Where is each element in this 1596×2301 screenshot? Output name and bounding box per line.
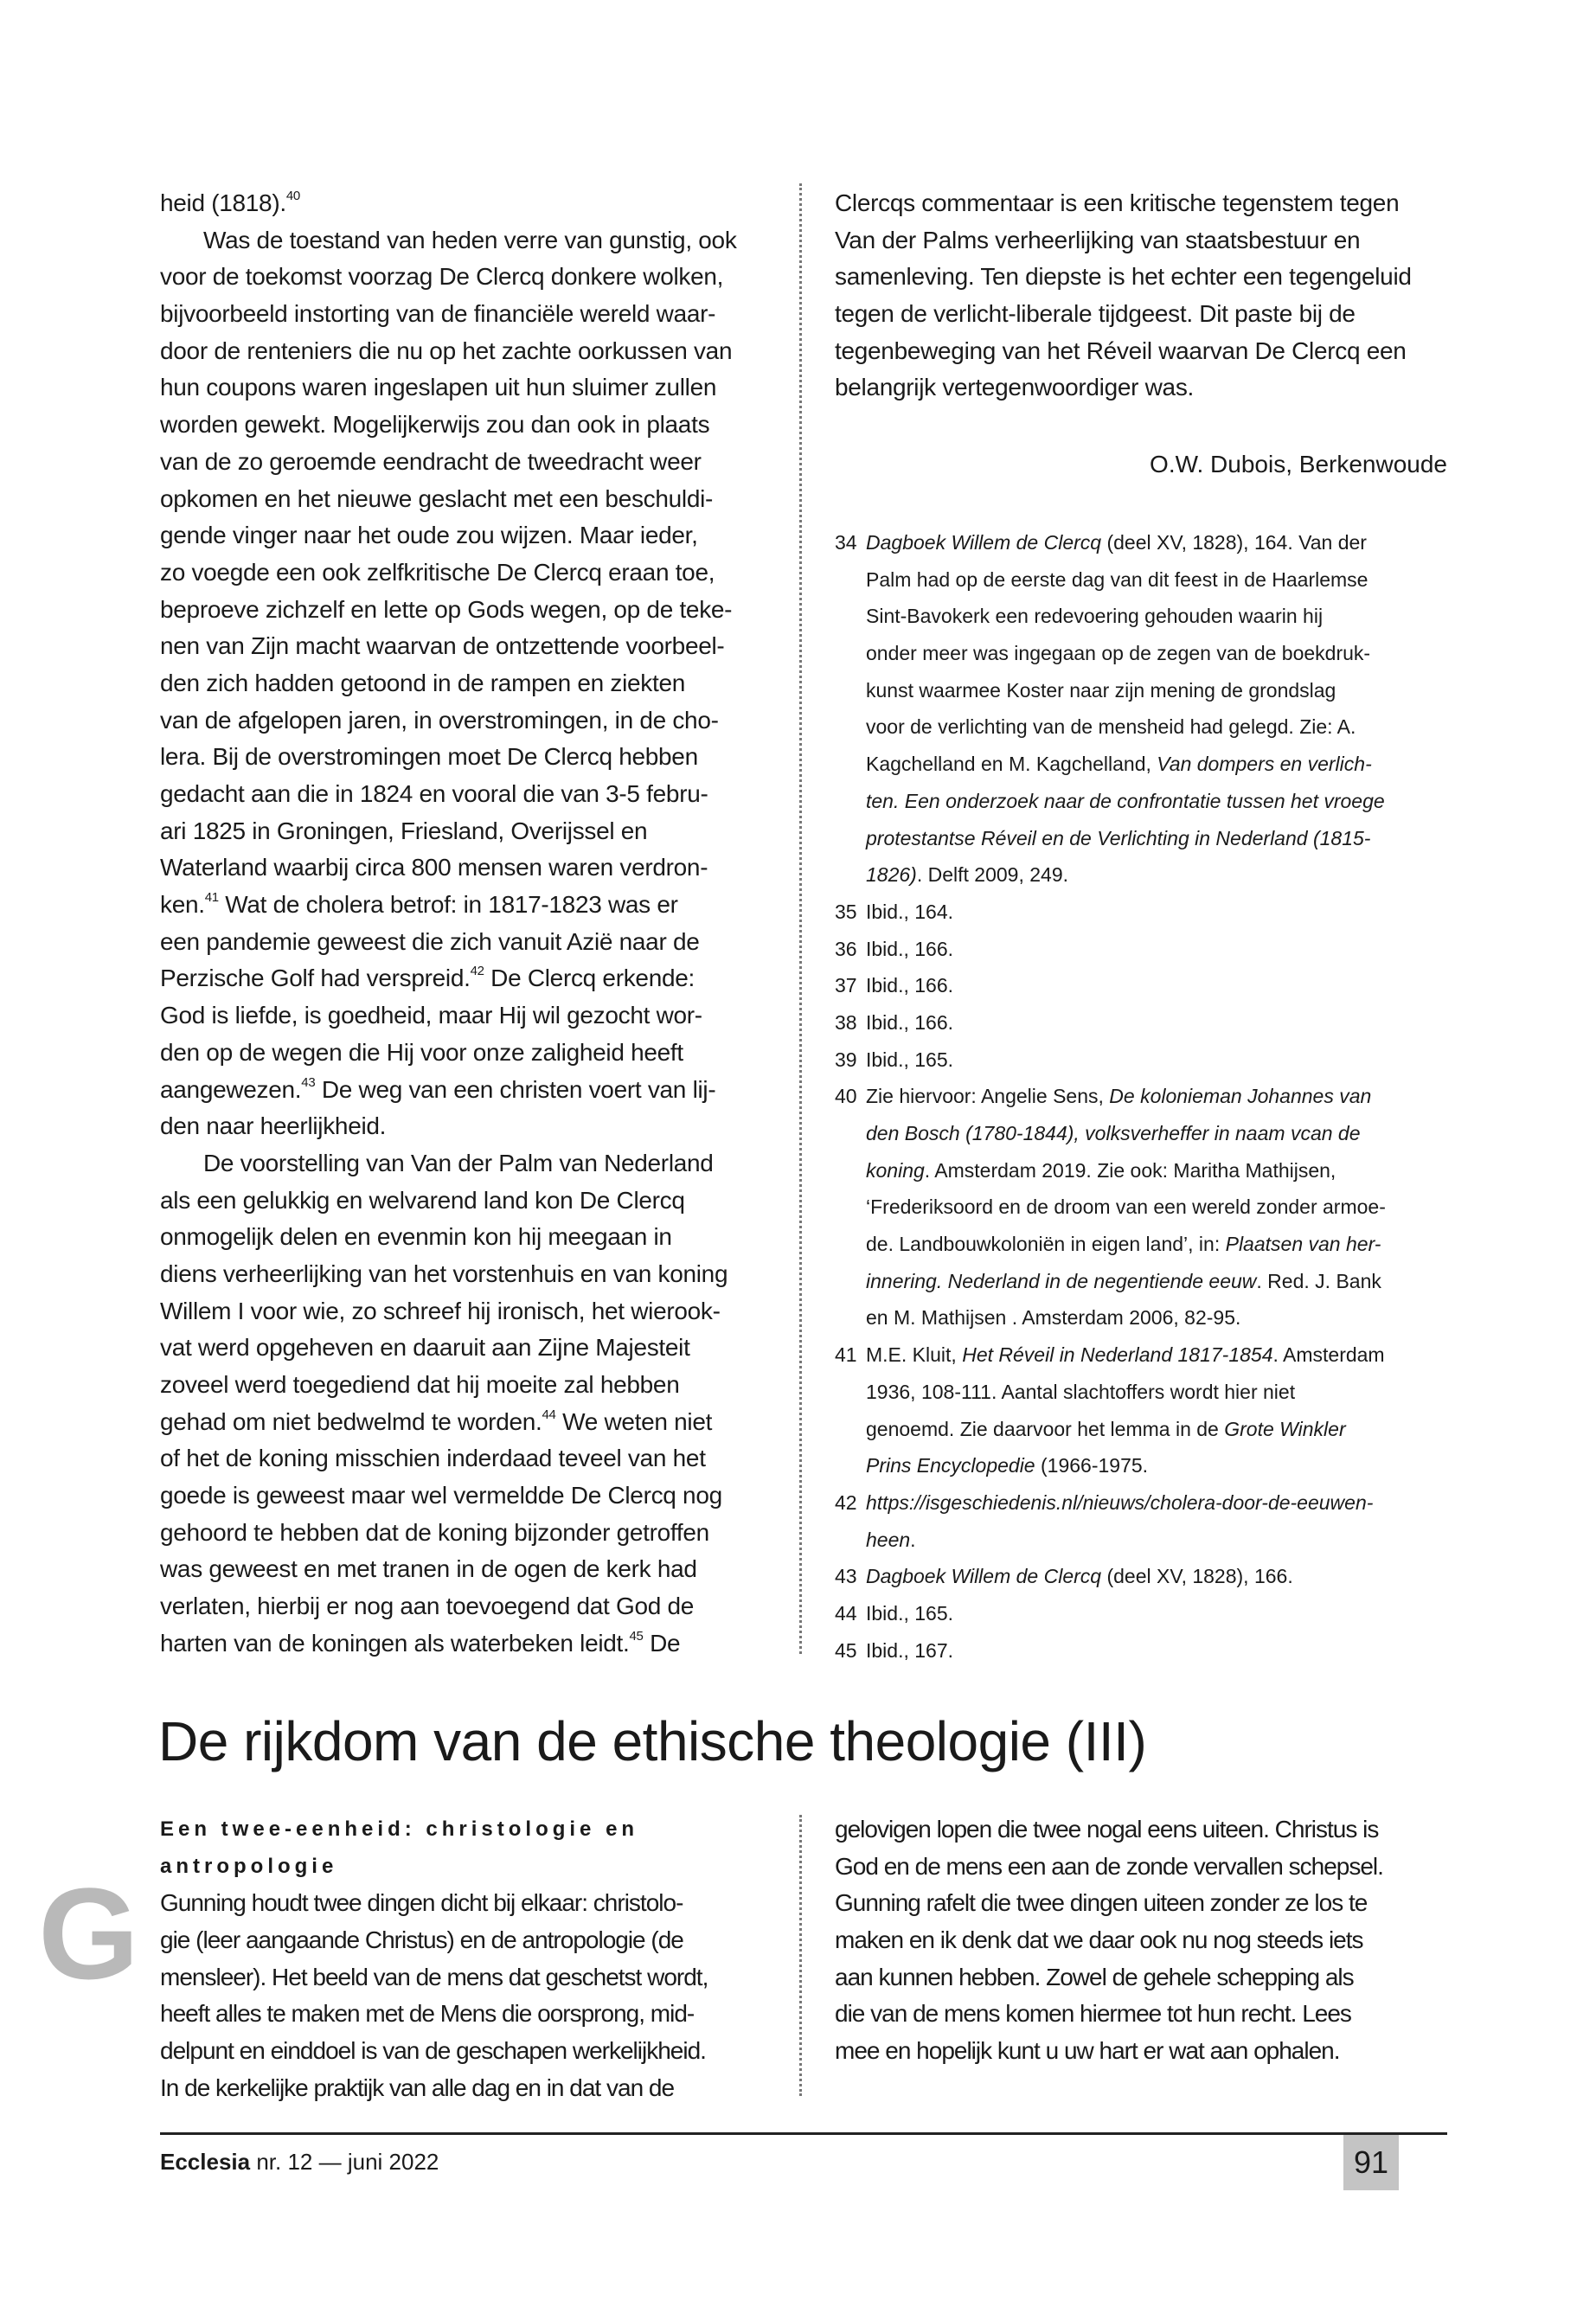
text-line bbox=[835, 2033, 1449, 2070]
text-line bbox=[160, 1551, 783, 1588]
text-run: God en de mens een aan de zonde vervallen schepsel. bbox=[835, 1852, 1383, 1880]
column-divider bbox=[799, 183, 802, 1654]
footnote-36 bbox=[835, 931, 1449, 968]
text-run: hun coupons waren ingeslapen uit hun sluimer zullen bbox=[160, 374, 717, 401]
footnote-39 bbox=[835, 1042, 1449, 1079]
text-line bbox=[160, 924, 783, 961]
text-run: gehoord te hebben dat de koning bijzonder getroffen bbox=[160, 1518, 709, 1546]
text-line bbox=[160, 517, 783, 554]
text-run: opkomen en het nieuwe geslacht met een beschuldi- bbox=[160, 484, 714, 512]
text-run: den naar heerlijkheid. bbox=[160, 1112, 387, 1140]
footnote-43 bbox=[835, 1558, 1449, 1595]
text-run: kunst waarmee Koster naar zijn mening de grondslag bbox=[866, 678, 1336, 702]
text-run: voor de toekomst voorzag De Clercq donkere wolken, bbox=[160, 263, 724, 291]
text-line bbox=[160, 1108, 783, 1145]
text-run: een pandemie geweest die zich vanuit Azië naar de bbox=[160, 927, 700, 955]
text-run: (deel XV, 1828), 166. bbox=[1101, 1565, 1293, 1588]
text-line bbox=[160, 849, 783, 887]
italic-text: Van dompers en verlich- bbox=[1157, 753, 1372, 776]
footnote-number: 41 bbox=[835, 1343, 857, 1367]
text-line bbox=[835, 856, 1449, 894]
drop-cap: G bbox=[38, 1861, 139, 2006]
text-run: Gunning houdt twee dingen dicht bij elkaar: christolo- bbox=[160, 1889, 683, 1917]
text-line bbox=[835, 1042, 1449, 1079]
text-line bbox=[160, 1145, 783, 1183]
text-run: gelovigen lopen die twee nogal eens uiteen. Christus is bbox=[835, 1816, 1379, 1843]
text-line bbox=[160, 259, 783, 296]
text-run: Zie hiervoor: Angelie Sens, bbox=[866, 1085, 1110, 1108]
text-run: 1936, 108-111. Aantal slachtoffers wordt hier niet bbox=[866, 1380, 1296, 1403]
text-run: bijvoorbeeld instorting van de financiële wereld waar- bbox=[160, 300, 716, 328]
text-run: (deel XV, 1828), 164. Van der bbox=[1101, 531, 1367, 554]
text-run: Sint-Bavokerk een redevoering gehouden waarin hij bbox=[866, 605, 1324, 628]
footnote-34 bbox=[835, 524, 1449, 894]
italic-text: De kolonieman Johannes van bbox=[1109, 1085, 1372, 1108]
text-line bbox=[835, 1959, 1449, 1997]
article-body-left bbox=[160, 1885, 783, 2106]
footnote-reference: 45 bbox=[629, 1628, 644, 1644]
text-run: tegenbeweging van het Réveil waarvan De Clercq een bbox=[835, 336, 1407, 364]
text-line bbox=[835, 967, 1449, 1004]
text-run: lera. Bij de overstromingen moet De Clercq hebben bbox=[160, 743, 698, 771]
text-line bbox=[160, 185, 783, 222]
text-run: harten van de koningen als waterbeken leidt. bbox=[160, 1629, 630, 1657]
text-run: aan kunnen hebben. Zowel de gehele schepping als bbox=[835, 1963, 1354, 1990]
text-line bbox=[835, 672, 1449, 709]
text-run: als een gelukkig en welvarend land kon De Clercq bbox=[160, 1186, 685, 1214]
italic-text: innering. Nederland in de negentiende eeuw bbox=[866, 1269, 1257, 1292]
text-run: of het de koning misschien inderdaad teveel van het bbox=[160, 1445, 706, 1472]
text-run: Palm had op de eerste dag van dit feest in de Haarlemse bbox=[866, 567, 1368, 591]
text-line bbox=[160, 997, 783, 1035]
text-line bbox=[835, 1263, 1449, 1300]
italic-text: Het Réveil in Nederland 1817-1854 bbox=[962, 1343, 1273, 1367]
italic-text: Prins Encyclopedie bbox=[866, 1454, 1035, 1477]
text-run: onder meer was ingegaan op de zegen van de boekdruk- bbox=[866, 642, 1371, 665]
text-line bbox=[160, 960, 783, 997]
text-run: goede is geweest maar wel vermeldde De Clercq nog bbox=[160, 1482, 722, 1509]
text-run: van de zo geroemde eendracht de tweedracht weer bbox=[160, 447, 702, 475]
text-run: voor de verlichting van de mensheid had gelegd. Zie: A. bbox=[866, 715, 1356, 739]
text-run: ken. bbox=[160, 891, 205, 919]
text-run: tegen de verlicht-liberale tijdgeest. Dit paste bij de bbox=[835, 300, 1356, 328]
text-line bbox=[160, 1515, 783, 1552]
magazine-name: Ecclesia bbox=[160, 2149, 251, 2175]
text-run: . Delft 2009, 249. bbox=[916, 863, 1069, 887]
text-run: De weg van een christen voert van lij- bbox=[315, 1075, 716, 1103]
text-line bbox=[835, 635, 1449, 672]
text-run: . Amsterdam bbox=[1272, 1343, 1385, 1367]
text-line bbox=[160, 222, 783, 260]
text-line bbox=[160, 665, 783, 702]
text-run: De voorstelling van Van der Palm van Nederland bbox=[203, 1149, 714, 1176]
text-line bbox=[835, 1336, 1449, 1374]
text-line bbox=[835, 783, 1449, 820]
text-line bbox=[160, 1588, 783, 1625]
text-line bbox=[835, 1004, 1449, 1042]
issue-info: nr. 12 — juni 2022 bbox=[256, 2149, 439, 2175]
text-line bbox=[835, 296, 1449, 333]
text-run: genoemd. Zie daarvoor het lemma in de bbox=[866, 1417, 1225, 1440]
text-run: In de kerkelijke praktijk van alle dag en in dat van de bbox=[160, 2073, 675, 2101]
text-run: Ibid., 165. bbox=[866, 1048, 954, 1071]
article-title: De rijkdom van de ethische theologie (III) bbox=[158, 1710, 1147, 1772]
italic-text: koning bbox=[866, 1158, 925, 1182]
text-line bbox=[160, 887, 783, 924]
text-run: Was de toestand van heden verre van gunstig, ook bbox=[203, 226, 737, 253]
footnote-number: 34 bbox=[835, 531, 857, 554]
right-column-text bbox=[835, 185, 1449, 407]
text-line bbox=[160, 1072, 783, 1109]
text-line bbox=[160, 1959, 783, 1997]
text-line bbox=[160, 369, 783, 407]
text-run: Kagchelland en M. Kagchelland, bbox=[866, 753, 1157, 776]
text-run: Van der Palms verheerlijking van staatsbestuur en bbox=[835, 226, 1361, 253]
text-line bbox=[835, 1447, 1449, 1484]
text-line bbox=[160, 1183, 783, 1220]
text-line bbox=[835, 931, 1449, 968]
text-run: mensleer). Het beeld van de mens dat geschetst wordt, bbox=[160, 1963, 708, 1990]
text-line bbox=[160, 592, 783, 629]
subheading-line: Een twee-eenheid: christologie en bbox=[160, 1817, 639, 1841]
text-line bbox=[160, 481, 783, 518]
footnote-number: 45 bbox=[835, 1638, 857, 1662]
article-body-right bbox=[835, 1811, 1449, 2070]
left-column-text bbox=[160, 185, 783, 1663]
text-line bbox=[835, 1922, 1449, 1959]
text-run: worden gewekt. Mogelijkerwijs zou dan ook in plaats bbox=[160, 411, 710, 439]
text-run: Gunning rafelt die twee dingen uiteen zonder ze los te bbox=[835, 1889, 1368, 1917]
text-run: Waterland waarbij circa 800 mensen waren verdron- bbox=[160, 854, 708, 881]
text-line bbox=[835, 561, 1449, 599]
italic-text: 1826) bbox=[866, 863, 917, 887]
text-line bbox=[160, 296, 783, 333]
text-line bbox=[835, 820, 1449, 857]
subheading-line: antropologie bbox=[160, 1854, 338, 1878]
text-run: heid (1818). bbox=[160, 189, 286, 216]
text-line bbox=[835, 1558, 1449, 1595]
text-run: van de afgelopen jaren, in overstromingen, in de cho- bbox=[160, 706, 719, 734]
footnote-number: 38 bbox=[835, 1010, 857, 1034]
text-run: gie (leer aangaande Christus) en de antropologie (de bbox=[160, 1926, 683, 1954]
footnote-number: 42 bbox=[835, 1490, 857, 1514]
footnote-number: 39 bbox=[835, 1048, 857, 1071]
column-divider bbox=[799, 1815, 802, 2096]
text-line bbox=[835, 369, 1449, 407]
footnote-reference: 40 bbox=[285, 189, 300, 203]
footnote-38 bbox=[835, 1004, 1449, 1042]
footnote-reference: 41 bbox=[204, 890, 219, 906]
footnote-number: 44 bbox=[835, 1601, 857, 1625]
text-run: en M. Mathijsen . Amsterdam 2006, 82-95. bbox=[866, 1306, 1241, 1330]
text-line bbox=[160, 1219, 783, 1256]
footnote-number: 36 bbox=[835, 937, 857, 960]
text-line bbox=[835, 894, 1449, 931]
text-run: den op de wegen die Hij voor onze zaligheid heeft bbox=[160, 1038, 683, 1066]
text-run: die van de mens komen hiermee tot hun recht. Lees bbox=[835, 2000, 1351, 2028]
text-run: zoveel werd toegediend dat hij moeite zal hebben bbox=[160, 1371, 680, 1398]
text-line bbox=[835, 1374, 1449, 1411]
text-run: Ibid., 164. bbox=[866, 900, 954, 923]
text-line bbox=[835, 1996, 1449, 2033]
text-run: God is liefde, is goedheid, maar Hij wil gezocht wor- bbox=[160, 1002, 702, 1029]
text-run: Perzische Golf had verspreid. bbox=[160, 965, 471, 992]
footnote-41 bbox=[835, 1336, 1449, 1484]
text-line bbox=[835, 185, 1449, 222]
text-run: was geweest en met tranen in de ogen de kerk had bbox=[160, 1555, 697, 1583]
footnote-44 bbox=[835, 1595, 1449, 1632]
text-line bbox=[160, 1625, 783, 1663]
text-line bbox=[835, 1115, 1449, 1152]
text-run: ‘Frederiksoord en de droom van een wereld zonder armoe- bbox=[866, 1195, 1386, 1219]
italic-text: Grote Winkler bbox=[1224, 1417, 1346, 1440]
italic-text: Dagboek Willem de Clercq bbox=[866, 531, 1102, 554]
text-line bbox=[835, 1299, 1449, 1336]
text-run: We weten niet bbox=[555, 1407, 713, 1435]
text-run: Ibid., 167. bbox=[866, 1638, 954, 1662]
text-run: vat werd opgeheven en daaruit aan Zijne Majesteit bbox=[160, 1334, 690, 1362]
text-line bbox=[835, 1885, 1449, 1922]
text-run: De Clercq erkende: bbox=[484, 965, 695, 992]
italic-text: Dagboek Willem de Clercq bbox=[866, 1565, 1102, 1588]
footnotes bbox=[835, 524, 1449, 1669]
text-run: diens verheerlijking van het vorstenhuis en van koning bbox=[160, 1259, 728, 1287]
text-line bbox=[160, 1440, 783, 1477]
text-run: zo voegde een ook zelfkritische De Clercq eraan toe, bbox=[160, 558, 715, 586]
footnote-35 bbox=[835, 894, 1449, 931]
text-run: gedacht aan die in 1824 en vooral die van 3-5 febru- bbox=[160, 780, 708, 807]
text-run: . Amsterdam 2019. Zie ook: Maritha Mathijsen, bbox=[924, 1158, 1336, 1182]
text-run: samenleving. Ten diepste is het echter een tegengeluid bbox=[835, 263, 1412, 291]
text-run: ari 1825 in Groningen, Friesland, Overijssel en bbox=[160, 817, 648, 844]
footnote-42 bbox=[835, 1484, 1449, 1558]
text-run: M.E. Kluit, bbox=[866, 1343, 963, 1367]
text-line bbox=[160, 1922, 783, 1959]
text-line bbox=[160, 1996, 783, 2033]
text-line bbox=[835, 1411, 1449, 1448]
text-run: onmogelijk delen en evenmin kon hij meegaan in bbox=[160, 1223, 672, 1251]
footnote-reference: 42 bbox=[470, 964, 484, 979]
italic-text: heen bbox=[866, 1528, 911, 1551]
text-run: Ibid., 166. bbox=[866, 974, 954, 997]
text-line bbox=[160, 1477, 783, 1515]
text-line bbox=[835, 1189, 1449, 1226]
text-line bbox=[160, 739, 783, 776]
text-run: De bbox=[643, 1629, 681, 1657]
footnote-40 bbox=[835, 1078, 1449, 1336]
text-line bbox=[835, 708, 1449, 746]
text-line bbox=[835, 1226, 1449, 1263]
text-line bbox=[835, 1849, 1449, 1886]
text-run: gehad om niet bedwelmd te worden. bbox=[160, 1407, 542, 1435]
text-line bbox=[835, 598, 1449, 635]
italic-text: https://isgeschiedenis.nl/nieuws/cholera-door-de-eeuwen- bbox=[866, 1490, 1374, 1514]
text-line bbox=[835, 524, 1449, 561]
text-run: nen van Zijn macht waarvan de ontzettende voorbeel- bbox=[160, 632, 725, 660]
text-line bbox=[835, 1078, 1449, 1115]
footnote-number: 43 bbox=[835, 1565, 857, 1588]
text-run: mee en hopelijk kunt u uw hart er wat aan ophalen. bbox=[835, 2037, 1340, 2065]
text-run: door de renteniers die nu op het zachte oorkussen van bbox=[160, 336, 733, 364]
page-number: 91 bbox=[1343, 2135, 1399, 2190]
text-line bbox=[160, 1367, 783, 1404]
text-run: Wat de cholera betrof: in 1817-1823 was er bbox=[218, 891, 678, 919]
italic-text: protestantse Réveil en de Verlichting in Nederland (1815- bbox=[866, 826, 1371, 849]
italic-text: Plaatsen van her- bbox=[1225, 1233, 1381, 1256]
footnote-number: 35 bbox=[835, 900, 857, 923]
text-line bbox=[835, 333, 1449, 370]
text-line bbox=[835, 222, 1449, 260]
text-run: . bbox=[910, 1528, 916, 1551]
footnote-number: 40 bbox=[835, 1085, 857, 1108]
text-run: gende vinger naar het oude zou wijzen. Maar ieder, bbox=[160, 522, 698, 549]
footer-rule bbox=[160, 2132, 1447, 2135]
text-line bbox=[160, 2070, 783, 2107]
footnote-number: 37 bbox=[835, 974, 857, 997]
text-run: . Red. J. Bank bbox=[1256, 1269, 1381, 1292]
text-line bbox=[835, 1811, 1449, 1849]
text-line bbox=[160, 333, 783, 370]
text-run: Ibid., 166. bbox=[866, 937, 954, 960]
text-line bbox=[160, 628, 783, 665]
footer bbox=[160, 2144, 439, 2180]
text-run: beproeve zichzelf en lette op Gods wegen, op de teke- bbox=[160, 595, 733, 623]
text-run: maken en ik denk dat we daar ook nu nog steeds iets bbox=[835, 1926, 1363, 1954]
text-line bbox=[160, 444, 783, 481]
text-run: Ibid., 165. bbox=[866, 1601, 954, 1625]
text-run: belangrijk vertegenwoordiger was. bbox=[835, 374, 1194, 401]
text-run: den zich hadden getoond in de rampen en ziekten bbox=[160, 669, 686, 696]
text-line bbox=[835, 1632, 1449, 1670]
text-line bbox=[835, 1595, 1449, 1632]
author-signature: O.W. Dubois, Berkenwoude bbox=[1150, 451, 1447, 478]
text-line bbox=[835, 1152, 1449, 1189]
text-line bbox=[160, 1404, 783, 1441]
text-run: Ibid., 166. bbox=[866, 1010, 954, 1034]
italic-text: ten. Een onderzoek naar de confrontatie tussen het vroege bbox=[866, 789, 1385, 812]
text-line bbox=[160, 702, 783, 740]
text-line bbox=[160, 1256, 783, 1293]
text-run: Clercqs commentaar is een kritische tegenstem tegen bbox=[835, 189, 1400, 216]
footnote-37 bbox=[835, 967, 1449, 1004]
footnote-reference: 44 bbox=[542, 1407, 556, 1422]
text-run: heeft alles te maken met de Mens die oorsprong, mid- bbox=[160, 2000, 695, 2028]
text-line bbox=[160, 554, 783, 592]
text-line bbox=[835, 259, 1449, 296]
text-line bbox=[160, 813, 783, 850]
footnote-45 bbox=[835, 1632, 1449, 1670]
text-line bbox=[835, 1484, 1449, 1522]
text-line bbox=[835, 746, 1449, 783]
text-run: aangewezen. bbox=[160, 1075, 302, 1103]
text-run: Willem I voor wie, zo schreef hij ironisch, het wierook- bbox=[160, 1297, 721, 1324]
text-line bbox=[160, 407, 783, 444]
text-line bbox=[160, 1293, 783, 1330]
footnote-reference: 43 bbox=[301, 1074, 316, 1090]
text-line bbox=[835, 1522, 1449, 1559]
text-run: de. Landbouwkoloniën in eigen land’, in: bbox=[866, 1233, 1226, 1256]
text-line bbox=[160, 1885, 783, 1922]
text-run: verlaten, hierbij er nog aan toevoegend dat God de bbox=[160, 1593, 695, 1620]
text-line bbox=[160, 1330, 783, 1367]
text-run: (1966-1975. bbox=[1035, 1454, 1149, 1477]
italic-text: den Bosch (1780-1844), volksverheffer in naam vcan de bbox=[866, 1122, 1361, 1144]
text-line bbox=[160, 776, 783, 813]
text-line bbox=[160, 1035, 783, 1072]
text-run: delpunt en einddoel is van de geschapen werkelijkheid. bbox=[160, 2037, 706, 2065]
article-left-column bbox=[160, 1811, 783, 2107]
text-line bbox=[160, 2033, 783, 2070]
